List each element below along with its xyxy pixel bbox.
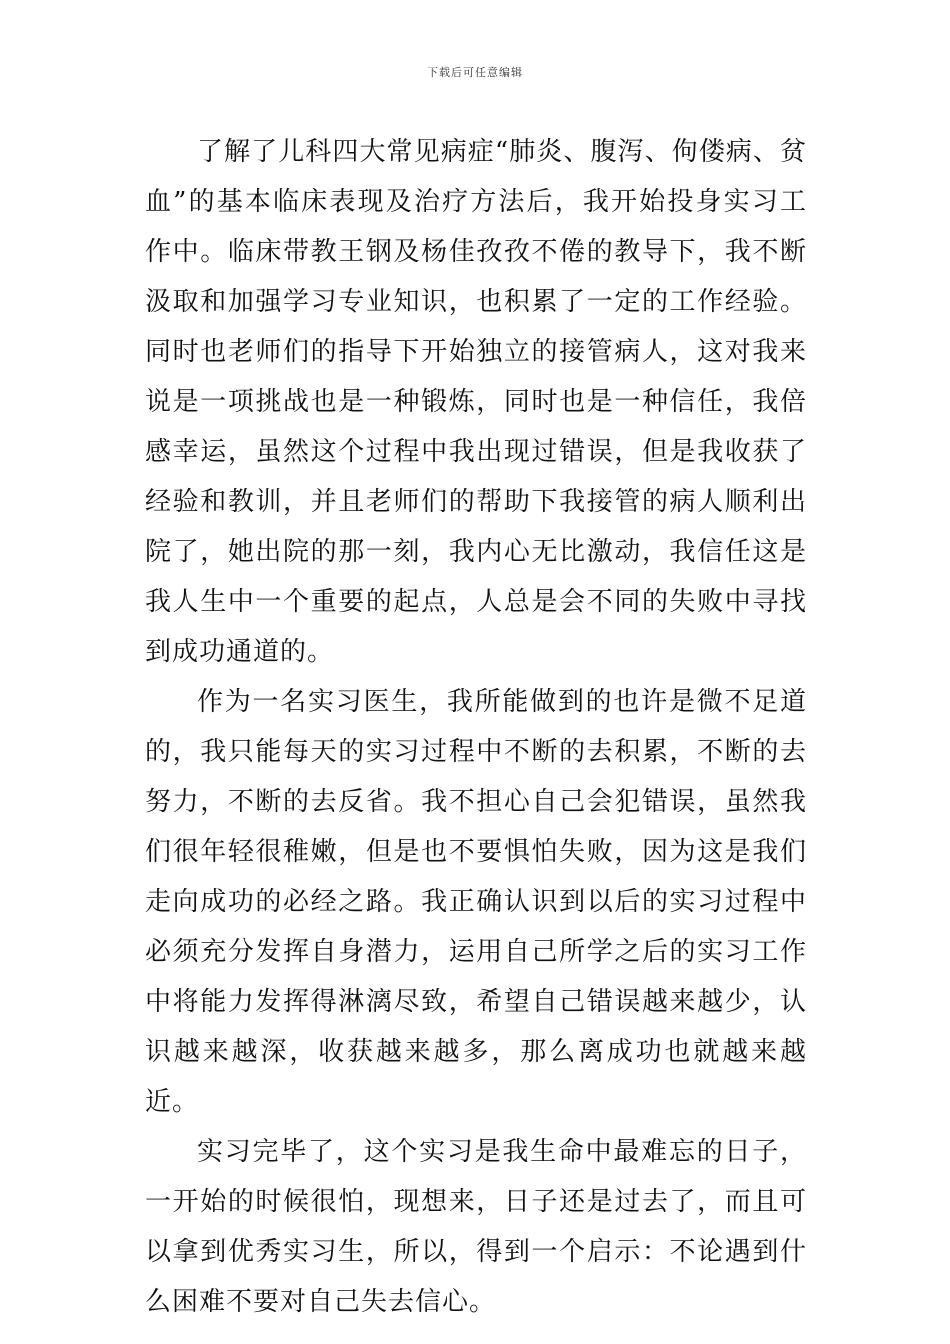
page-header: 下载后可任意编辑 [427, 66, 523, 79]
document-body [145, 127, 807, 1327]
paragraph-2: 作为一名实习医生，我所能做到的也许是微不足道的，我只能每天的实习过程中不断的去积累，不断的去努力，不断的去反省。我不担心自己会犯错误，虽然我们很年轻很稚嫩，但是也不要惧怕失败，因为这是我们走向成功的必经之路。我正确认识到以后的实习过程中必须充分发挥自身潜力，运用自己所学之后的实习工作中将能力发挥得淋漓尽致，希望自己错误越来越少，认识越来越深，收获越来越多，那么离成功也就越来越近。 [145, 687, 807, 1117]
paragraph-3: 实习完毕了，这个实习是我生命中最难忘的日子，一开始的时候很怕，现想来，日子还是过去了，而且可以拿到优秀实习生，所以，得到一个启示：不论遇到什么困难不要对自己失去信心。 [145, 1137, 807, 1317]
paragraph-1: 了解了儿科四大常见病症“肺炎、腹泻、佝偻病、贫血”的基本临床表现及治疗方法后，我开始投身实习工作中。临床带教王钢及杨佳孜孜不倦的教导下，我不断汲取和加强学习专业知识，也积累了一定的工作经验。同时也老师们的指导下开始独立的接管病人，这对我来说是一项挑战也是一种锻炼，同时也是一种信任，我倍感幸运，虽然这个过程中我出现过错误，但是我收获了经验和教训，并且老师们的帮助下我接管的病人顺利出院了，她出院的那一刻，我内心无比激动，我信任这是我人生中一个重要的起点，人总是会不同的失败中寻找到成功通道的。 [145, 137, 807, 667]
